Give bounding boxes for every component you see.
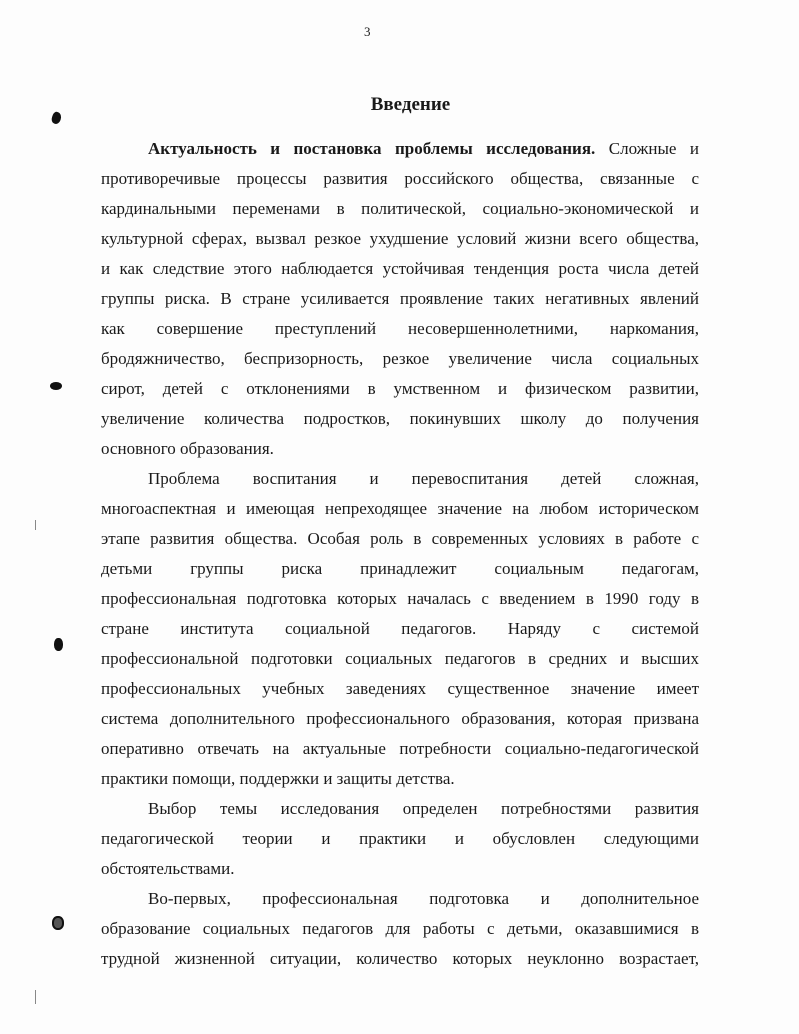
text-line: детьми группы риска принадлежит социальным педагогам, (101, 559, 699, 578)
scan-mark (54, 638, 63, 651)
text-run: Сложные и (595, 139, 699, 158)
text-line: Выбор темы исследования определен потребностями развития (148, 799, 699, 818)
text-line: стране института социальной педагогов. Наряду с системой (101, 619, 699, 638)
scan-mark (52, 916, 64, 930)
text-line: трудной жизненной ситуации, количество которых неуклонно возрастает, (101, 949, 699, 968)
scan-tick (35, 520, 36, 530)
text-line: обстоятельствами. (101, 859, 235, 878)
scan-tick (35, 990, 36, 1004)
text-line: педагогической теории и практики и обусловлен следующими (101, 829, 699, 848)
bold-lead-phrase: Актуальность и постановка проблемы исследования. (148, 139, 596, 158)
text-line: профессиональной подготовки социальных педагогов в средних и высших (101, 649, 699, 668)
text-line: культурной сферах, вызвал резкое ухудшение условий жизни всего общества, (101, 229, 699, 248)
text-line: бродяжничество, беспризорность, резкое увеличение числа социальных (101, 349, 699, 368)
body-text (101, 134, 699, 974)
text-line: увеличение количества подростков, покинувших школу до получения (101, 409, 699, 428)
text-line: профессиональная подготовка которых началась с введением в 1990 году в (101, 589, 699, 608)
page-number: 3 (364, 24, 371, 39)
text-line: профессиональных учебных заведениях существенное значение имеет (101, 679, 699, 698)
text-line: система дополнительного профессионального образования, которая призвана (101, 709, 699, 728)
text-line (101, 134, 699, 164)
text-line: сирот, детей с отклонениями в умственном и физическом развитии, (101, 379, 699, 398)
text-line: оперативно отвечать на актуальные потребности социально-педагогической (101, 739, 699, 758)
text-line: и как следствие этого наблюдается устойчивая тенденция роста числа детей (101, 259, 699, 278)
text-line: кардинальными переменами в политической, социально-экономической и (101, 199, 699, 218)
text-line: Во-первых, профессиональная подготовка и дополнительное (148, 889, 699, 908)
text-line: группы риска. В стране усиливается проявление таких негативных явлений (101, 289, 699, 308)
text-line: Проблема воспитания и перевоспитания детей сложная, (148, 469, 699, 488)
text-line: основного образования. (101, 439, 274, 458)
section-heading: Введение (370, 94, 451, 115)
text-line: этапе развития общества. Особая роль в современных условиях в работе с (101, 529, 699, 548)
text-line: многоаспектная и имеющая непреходящее значение на любом историческом (101, 499, 699, 518)
scan-mark (50, 382, 62, 390)
text-line: противоречивые процессы развития российского общества, связанные с (101, 169, 699, 188)
text-line: как совершение преступлений несовершеннолетними, наркомания, (101, 319, 699, 338)
text-line: практики помощи, поддержки и защиты детства. (101, 769, 455, 788)
text-line: образование социальных педагогов для работы с детьми, оказавшимися в (101, 919, 699, 938)
